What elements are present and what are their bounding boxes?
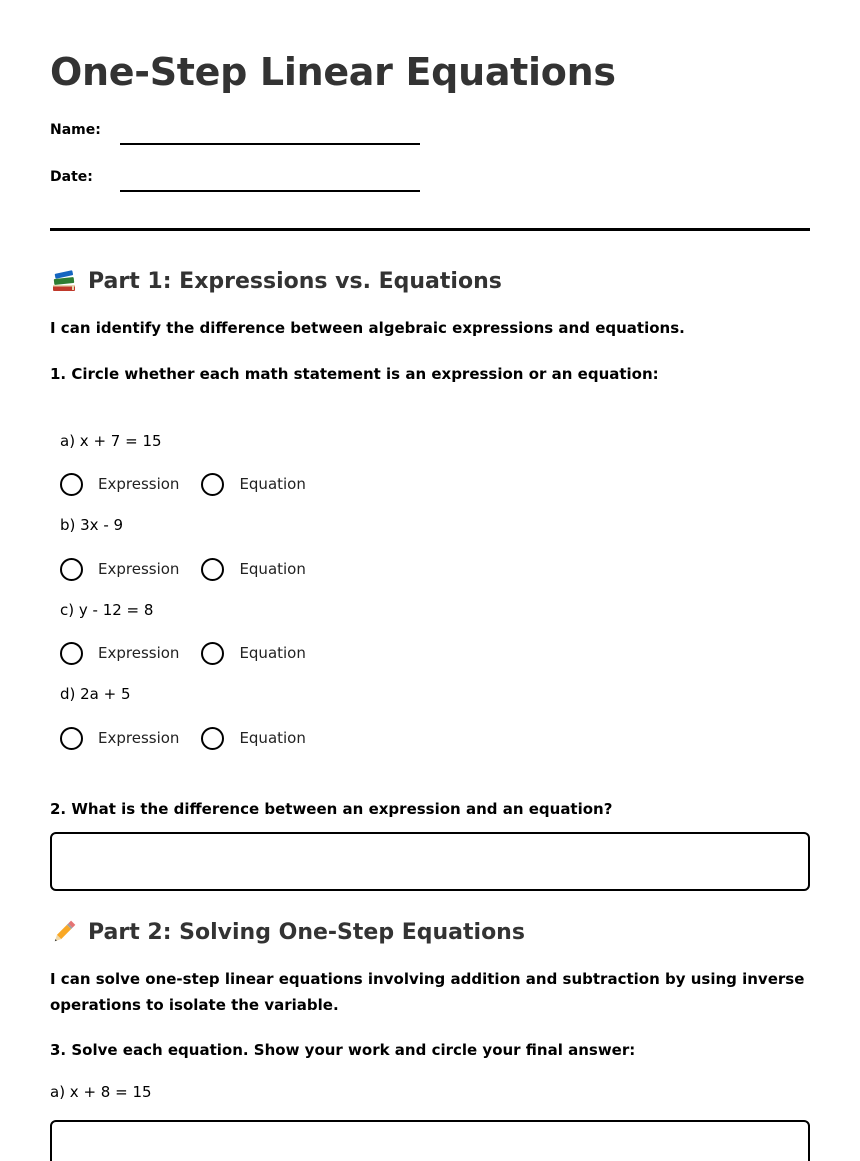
radio-expression-b[interactable] <box>60 558 83 581</box>
radio-equation-b[interactable] <box>201 558 224 581</box>
part1-objective: I can identify the difference between algebraic expressions and equations. <box>50 319 685 337</box>
books-icon <box>50 267 78 295</box>
radio-expression-c[interactable] <box>60 642 83 665</box>
statement-d: d) 2a + 5 <box>60 685 131 703</box>
date-label: Date: <box>50 169 93 185</box>
part2-heading <box>50 918 525 946</box>
option-expression-label: Expression <box>98 729 180 747</box>
part2-objective: I can solve one-step linear equations involving addition and subtraction by using inverse operations to isolate the variable. <box>50 970 805 1014</box>
pencil-icon <box>50 918 78 946</box>
question-3a-equation: a) x + 8 = 15 <box>50 1083 152 1101</box>
part1-heading <box>50 267 502 295</box>
date-field[interactable] <box>120 190 420 192</box>
choice-row-b <box>60 556 306 582</box>
option-expression-label: Expression <box>98 644 180 662</box>
radio-equation-c[interactable] <box>201 642 224 665</box>
option-equation-label: Equation <box>239 475 306 493</box>
option-expression-label: Expression <box>98 475 180 493</box>
choice-row-d <box>60 725 306 751</box>
radio-equation-d[interactable] <box>201 727 224 750</box>
choice-row-a <box>60 471 306 497</box>
header-divider <box>50 228 810 231</box>
question-2-prompt: 2. What is the difference between an expression and an equation? <box>50 800 613 818</box>
part1-heading-text: Part 1: Expressions vs. Equations <box>88 268 502 294</box>
statement-c: c) y - 12 = 8 <box>60 601 154 619</box>
page-title: One-Step Linear Equations <box>50 50 616 94</box>
radio-expression-d[interactable] <box>60 727 83 750</box>
name-field[interactable] <box>120 143 420 145</box>
question-3a-answer-box[interactable] <box>50 1120 810 1161</box>
question-2-answer-box[interactable] <box>50 832 810 891</box>
option-equation-label: Equation <box>239 644 306 662</box>
option-equation-label: Equation <box>239 560 306 578</box>
option-equation-label: Equation <box>239 729 306 747</box>
statement-b: b) 3x - 9 <box>60 516 124 534</box>
name-label: Name: <box>50 122 101 138</box>
choice-row-c <box>60 640 306 666</box>
option-expression-label: Expression <box>98 560 180 578</box>
part2-heading-text: Part 2: Solving One-Step Equations <box>88 919 525 945</box>
radio-expression-a[interactable] <box>60 473 83 496</box>
question-1-prompt: 1. Circle whether each math statement is an expression or an equation: <box>50 365 659 383</box>
statement-a: a) x + 7 = 15 <box>60 432 162 450</box>
question-3-prompt: 3. Solve each equation. Show your work and circle your final answer: <box>50 1041 636 1059</box>
radio-equation-a[interactable] <box>201 473 224 496</box>
